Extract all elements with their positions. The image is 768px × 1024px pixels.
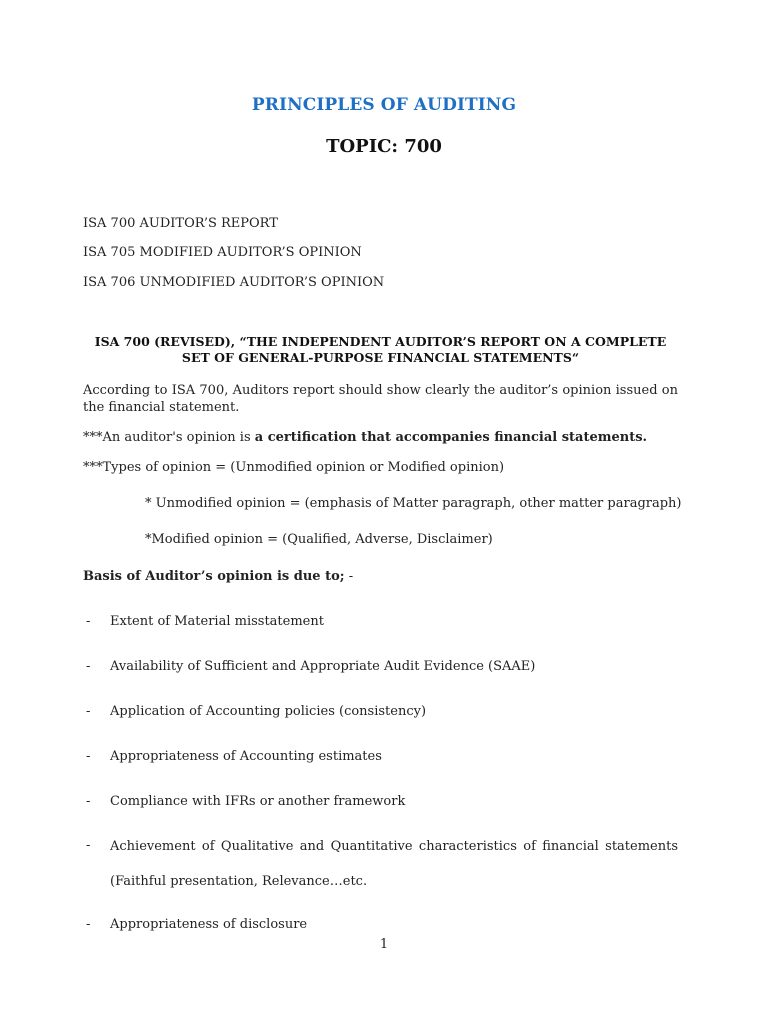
document-topic: TOPIC: 700 (326, 136, 442, 157)
bullet-dash: - (86, 749, 91, 764)
basis-list-item: Compliance with IFRs or another framework (110, 794, 406, 809)
unmodified-opinion-detail: * Unmodified opinion = (emphasis of Matter paragraph, other matter paragraph) (145, 496, 682, 511)
opinion-definition-emphasis: a certification that accompanies financial statements. (254, 430, 648, 445)
basis-list-item: Availability of Sufficient and Appropriate Audit Evidence (SAAE) (110, 659, 536, 674)
basis-heading-suffix: - (344, 569, 354, 584)
basis-list-item: Application of Accounting policies (consistency) (110, 704, 427, 719)
basis-list-item: Appropriateness of Accounting estimates (110, 749, 382, 764)
basis-list-item: Achievement of Qualitative and Quantitative characteristics of financial statements (Faithful presentation, Relevance…etc. (110, 839, 678, 889)
opinion-definition-prefix: ***An auditor's opinion is (83, 430, 255, 445)
bullet-dash: - (86, 704, 91, 719)
opinion-definition (83, 430, 647, 445)
bullet-dash: - (86, 659, 91, 674)
basis-list-item: Extent of Material misstatement (110, 614, 324, 629)
bullet-dash: - (86, 794, 91, 809)
bullet-dash: - (86, 614, 91, 629)
bullet-dash: - (86, 838, 91, 853)
isa-list-item: ISA 705 MODIFIED AUDITOR’S OPINION (83, 245, 362, 260)
section-heading: ISA 700 (REVISED), “THE INDEPENDENT AUDITOR’S REPORT ON A COMPLETE SET OF GENERAL-PURPOSE FINANCIAL STATEMENTS“ (94, 334, 667, 365)
isa-list-item: ISA 706 UNMODIFIED AUDITOR’S OPINION (83, 275, 385, 290)
document-title: PRINCIPLES OF AUDITING (251, 95, 517, 115)
types-of-opinion: ***Types of opinion = (Unmodified opinion or Modified opinion) (83, 460, 505, 475)
bullet-dash: - (86, 917, 91, 932)
basis-heading (83, 569, 353, 584)
isa-list-item: ISA 700 AUDITOR’S REPORT (83, 216, 278, 231)
basis-heading-bold: Basis of Auditor’s opinion is due to; (83, 569, 345, 584)
intro-paragraph: According to ISA 700, Auditors report should show clearly the auditor’s opinion issued on the financial statement. (83, 383, 678, 415)
modified-opinion-detail: *Modified opinion = (Qualified, Adverse, Disclaimer) (145, 532, 493, 547)
basis-list-item: Appropriateness of disclosure (110, 917, 308, 932)
page-number: 1 (379, 937, 389, 952)
